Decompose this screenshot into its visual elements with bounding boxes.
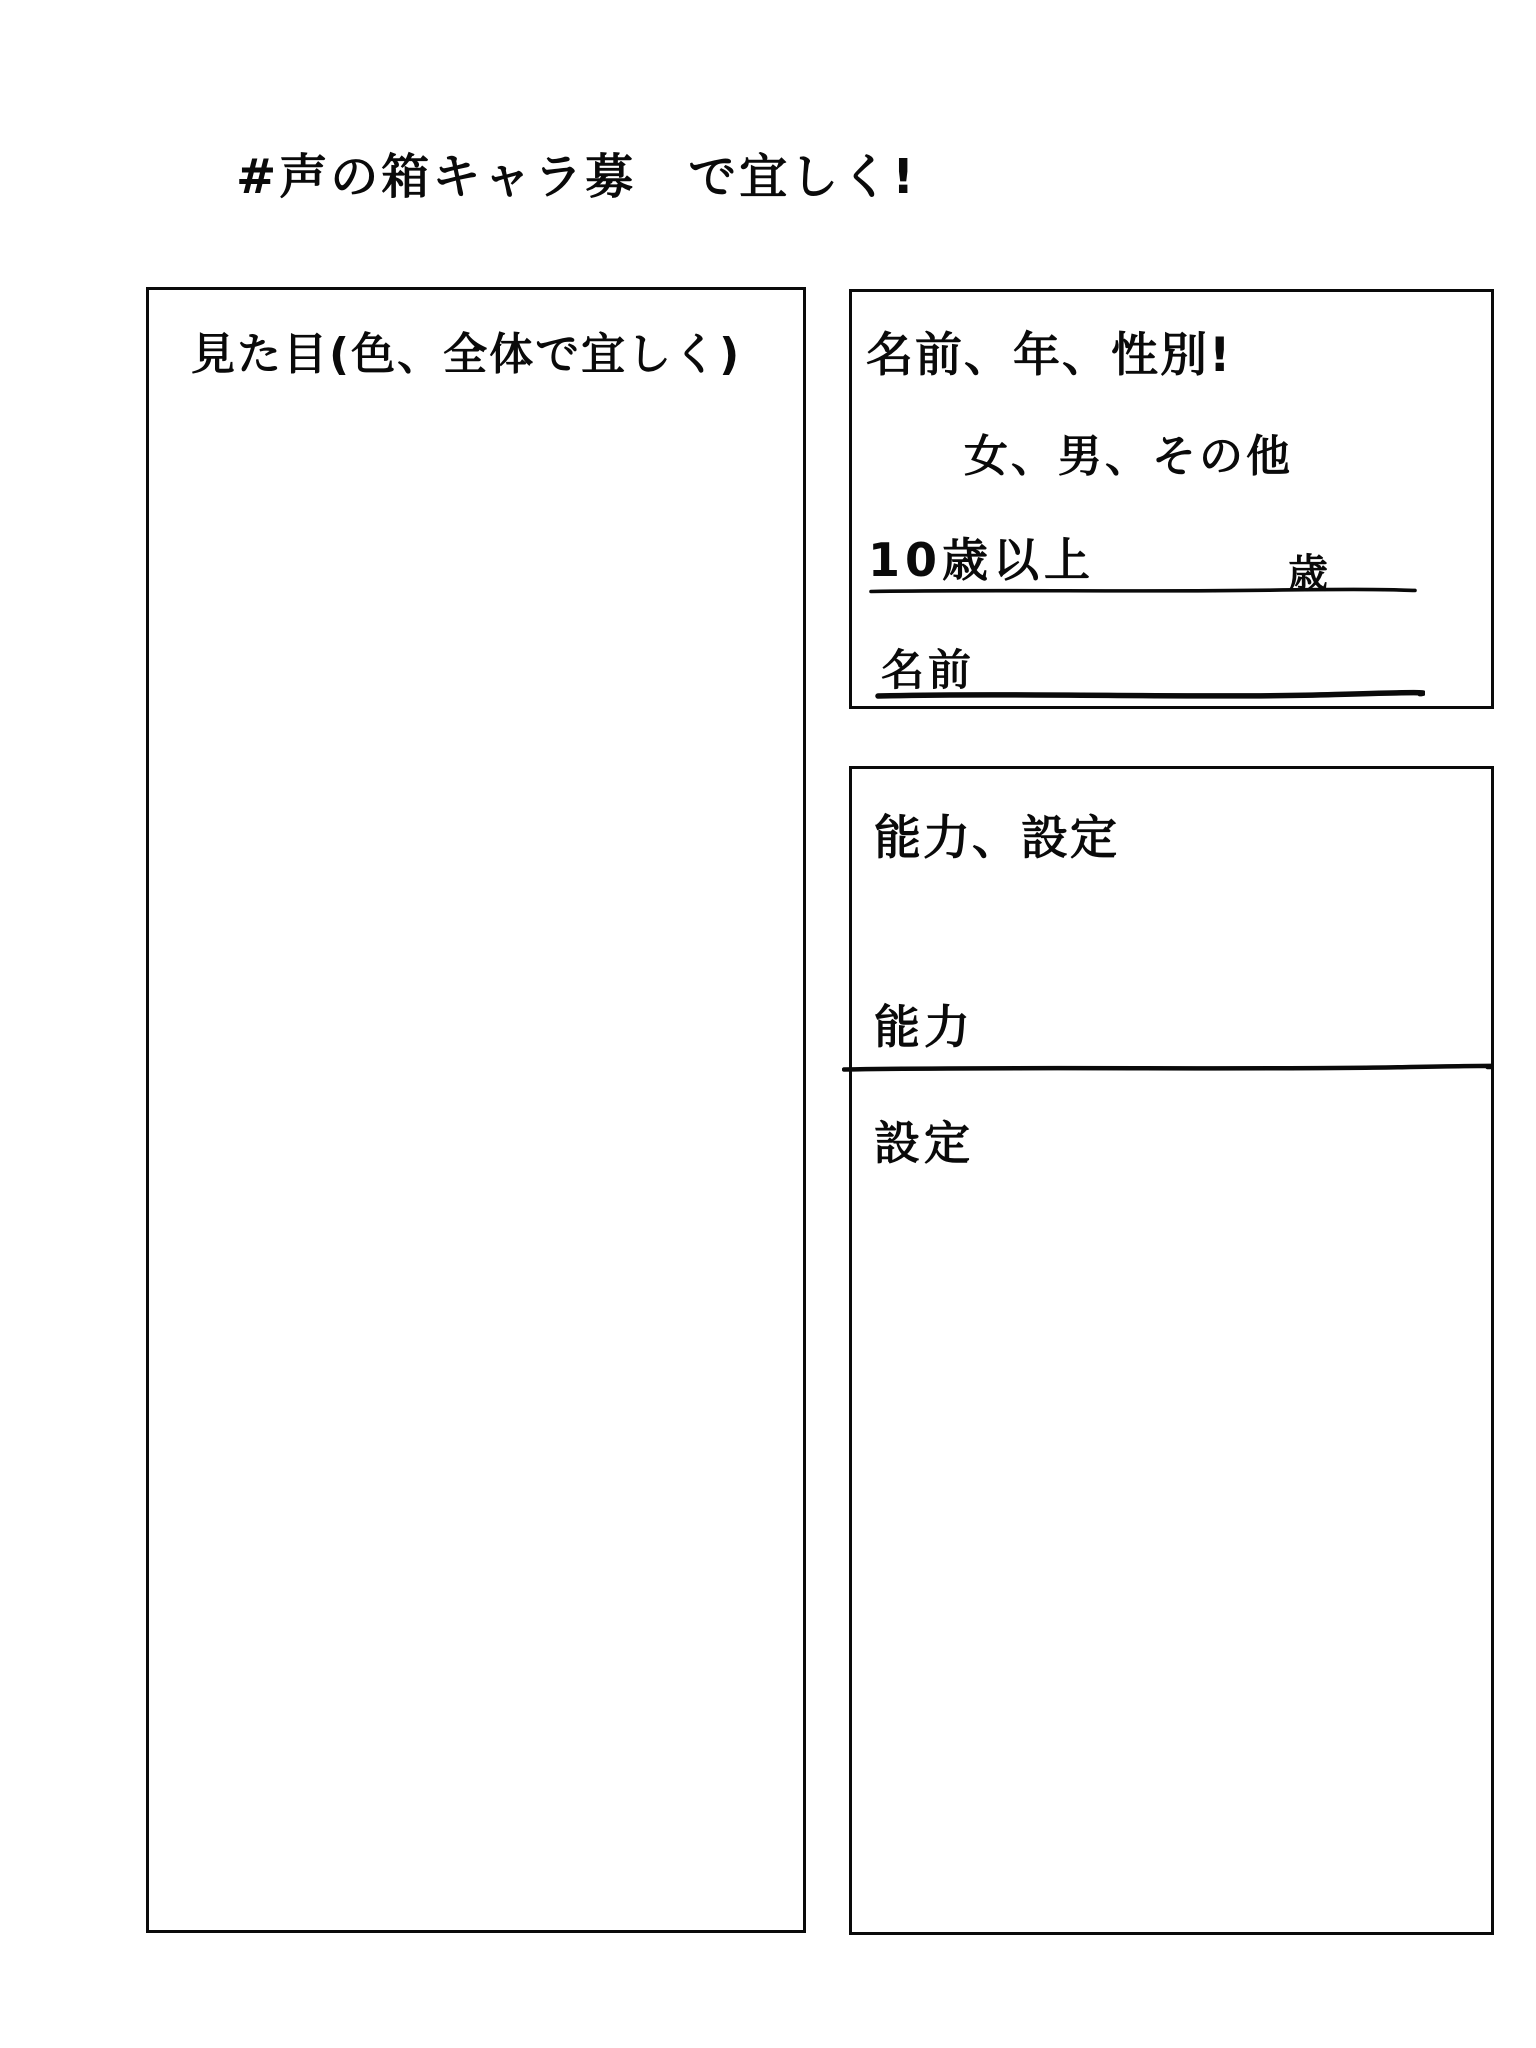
profile-box (849, 289, 1494, 709)
profile-box-heading: 名前、年、性別! (866, 328, 1233, 383)
setting-field-label: 設定 (874, 1116, 974, 1170)
appearance-box (146, 287, 806, 1933)
appearance-box-label: 見た目(色、全体で宜しく) (191, 329, 742, 380)
ability-box-heading: 能力、設定 (874, 811, 1119, 866)
age-fill-line[interactable] (869, 586, 1417, 596)
setting-fill-area[interactable] (858, 1179, 1485, 1927)
appearance-drawing-area[interactable] (155, 400, 797, 1920)
name-field-label: 名前 (881, 646, 975, 696)
ability-box (849, 766, 1494, 1935)
ability-field-label: 能力 (874, 1000, 974, 1054)
hashtag-text: #声の箱キャラ募 (236, 149, 637, 205)
page-title (236, 151, 917, 204)
gender-options-label: 女、男、その他 (964, 431, 1293, 482)
name-fill-line[interactable] (875, 689, 1425, 701)
age-unit-label: 歳 (1288, 551, 1328, 597)
age-requirement-label: 10歳以上 (868, 533, 1096, 587)
title-suffix-text: で宜しく! (688, 149, 918, 205)
ability-fill-line[interactable] (842, 1062, 1492, 1074)
